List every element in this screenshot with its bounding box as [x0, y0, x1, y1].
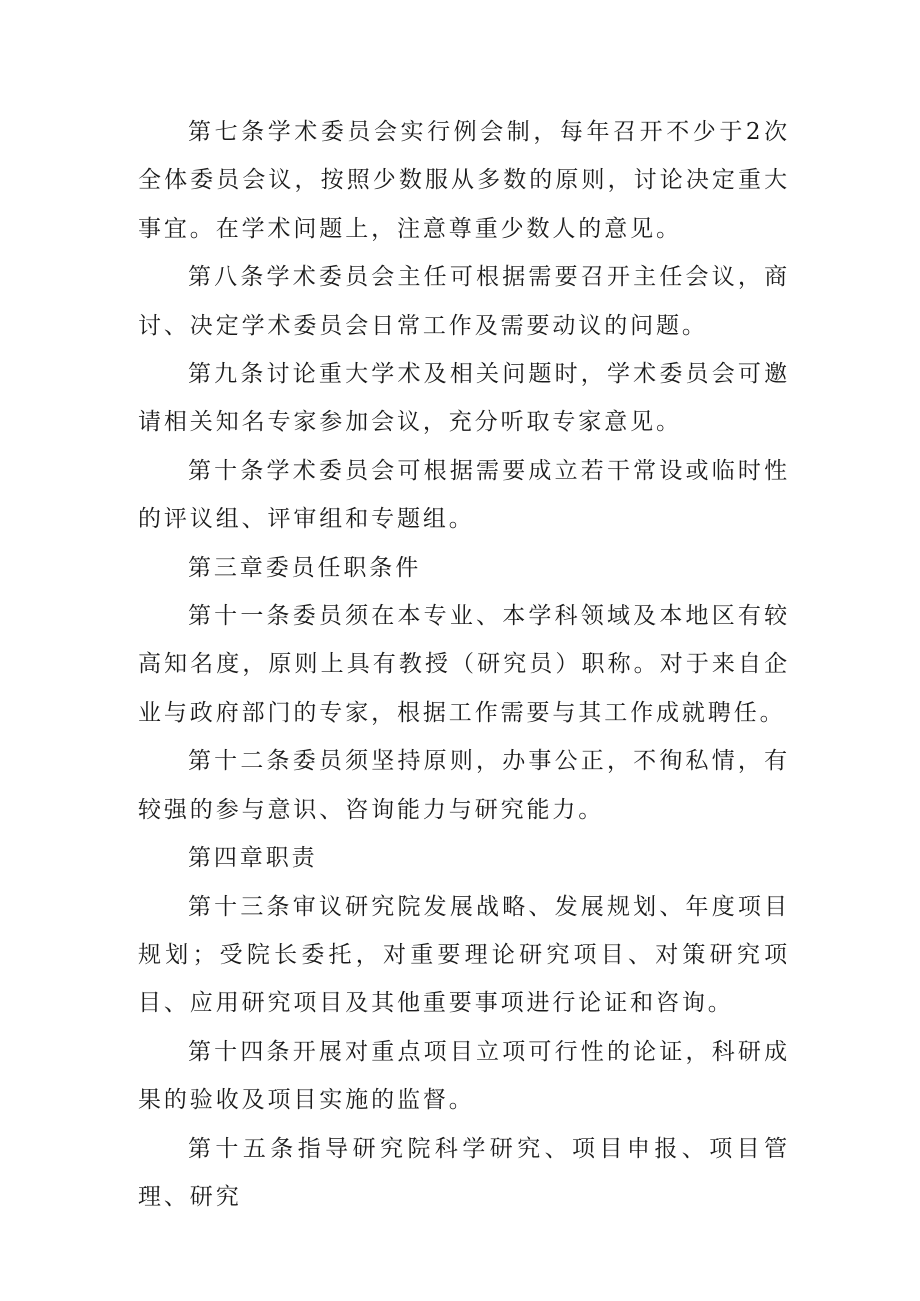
- article-14: 第十四条开展对重点项目立项可行性的论证，科研成果的验收及项目实施的监督。: [138, 1038, 790, 1114]
- article-10: 第十条学术委员会可根据需要成立若干常设或临时性的评议组、评审组和专题组。: [138, 457, 790, 533]
- article-12: 第十二条委员须坚持原则，办事公正，不徇私情，有较强的参与意识、咨询能力与研究能力。: [138, 748, 790, 823]
- article-8: 第八条学术委员会主任可根据需要召开主任会议，商讨、决定学术委员会日常工作及需要动议的问题。: [138, 264, 790, 339]
- article-13: 第十三条审议研究院发展战略、发展规划、年度项目规划；受院长委托，对重要理论研究项目、对策研究项目、应用研究项目及其他重要事项进行论证和咨询。: [138, 893, 790, 1017]
- chapter-3-heading: 第三章委员任职条件: [188, 554, 422, 581]
- article-15: 第十五条指导研究院科学研究、项目申报、项目管理、研究: [138, 1135, 790, 1210]
- article-11: 第十一条委员须在本专业、本学科领域及本地区有较高知名度，原则上具有教授（研究员）职称。对于来自企业与政府部门的专家，根据工作需要与其工作成就聘任。: [138, 603, 790, 726]
- article-7: 第七条学术委员会实行例会制，每年召开不少于2次全体委员会议，按照少数服从多数的原则，讨论决定重大事宜。在学术问题上，注意尊重少数人的意见。: [138, 119, 790, 242]
- chapter-4-heading: 第四章职责: [188, 845, 318, 872]
- article-9: 第九条讨论重大学术及相关问题时，学术委员会可邀请相关知名专家参加会议，充分听取专家意见。: [138, 361, 790, 436]
- document-body: [138, 108, 790, 1221]
